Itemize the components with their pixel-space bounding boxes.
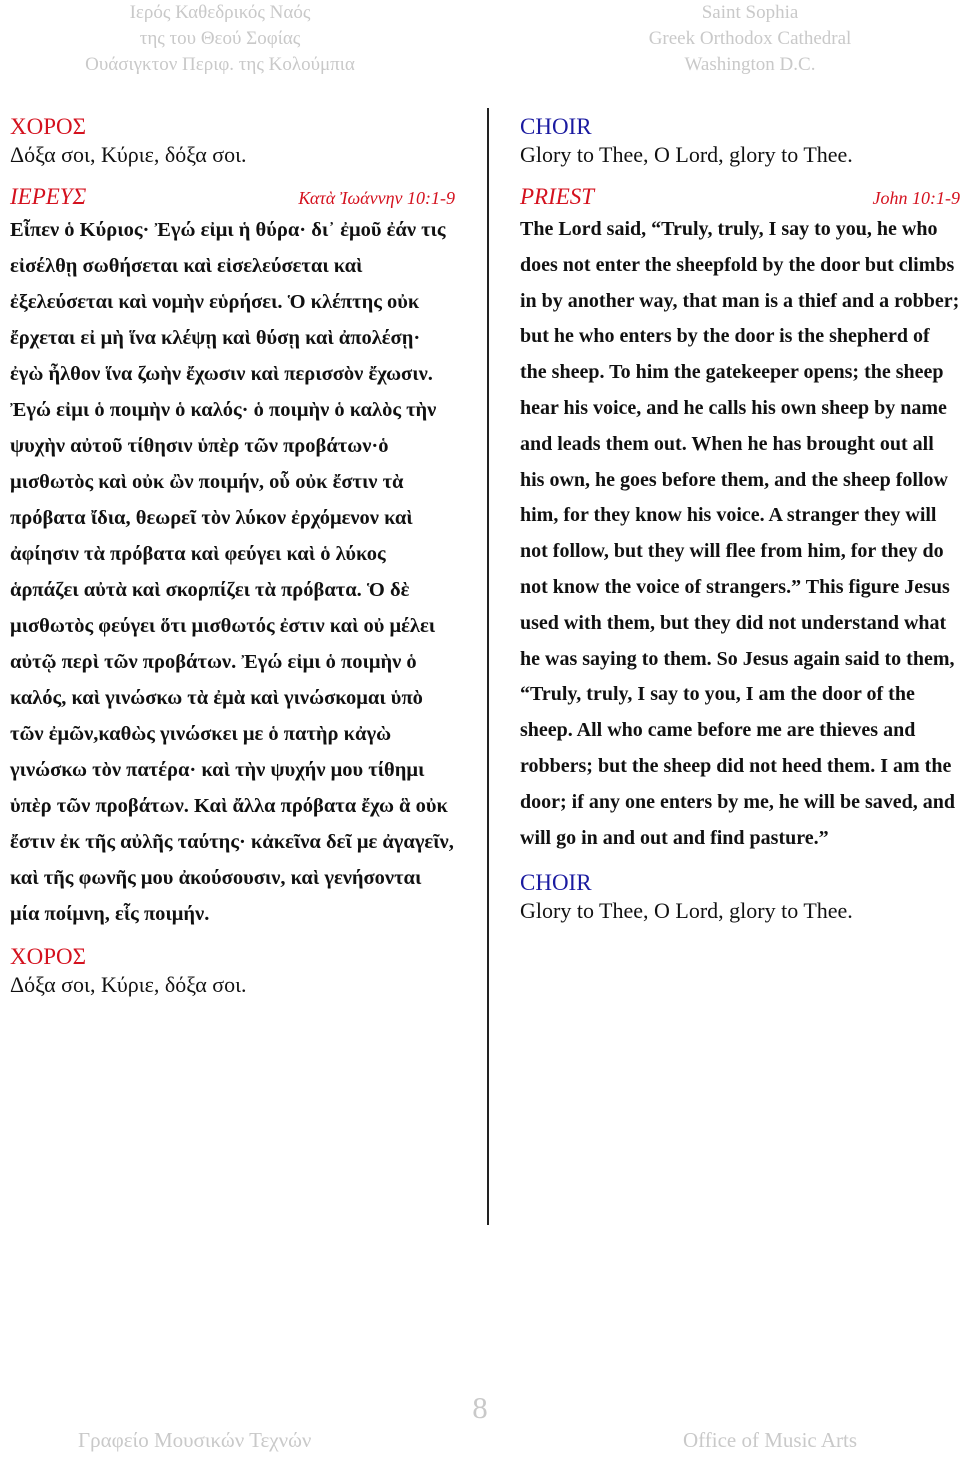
english-column <box>520 114 960 940</box>
greek-choir-response: Δόξα σοι, Κύριε, δόξα σοι. <box>10 142 247 167</box>
footer-english: Office of Music Arts <box>683 1428 857 1452</box>
english-choir-response-2: Glory to Thee, O Lord, glory to Thee. <box>520 898 853 924</box>
header-english-line3: Washington D.C. <box>684 54 816 75</box>
english-choir-role-2: CHOIR <box>520 870 592 896</box>
header-greek <box>10 0 430 78</box>
greek-choir-closing <box>10 944 455 1000</box>
english-gospel-reading: The Lord said, “Truly, truly, I say to you, he who does not enter the sheepfold by the door but climbs in by another way, that man is a thief and a robber; but he who enters by the door is the shepherd of the sheep. To him the gatekeeper opens; the sheep hear his voice, and he calls his own sheep by name and leads them out. When he has brought out all his own, he goes before them, and the sheep follow him, for they know his voice. A stranger they will not follow, but they will flee from him, for they do not know the voice of strangers.” This figure Jesus used with them, but they did not understand what he was saying to them. So Jesus again said to them, “Truly, truly, I say to you, I am the door of the sheep. All who came before me are thieves and robbers; but the sheep did not heed them. I am the door; if any one enters by me, he will be saved, and will go in and out and find pasture.” <box>520 218 960 849</box>
greek-reference: Κατὰ Ἰωάννην 10:1-9 <box>298 188 455 208</box>
header-greek-line3: Ουάσιγκτον Περιφ. της Κολούμπια <box>85 54 355 75</box>
greek-priest-row <box>10 184 455 210</box>
header-greek-line2: της του Θεού Σοφίας <box>139 28 301 49</box>
greek-priest-role: ΙΕΡΕΥΣ <box>10 184 87 209</box>
page-number: 8 <box>472 1390 488 1425</box>
greek-choir-role: ΧΟΡΟΣ <box>10 114 87 139</box>
greek-choir-response-2: Δόξα σοι, Κύριε, δόξα σοι. <box>10 972 247 997</box>
english-priest-row <box>520 184 960 210</box>
header-greek-line1: Ιερός Καθεδρικός Ναός <box>129 2 311 23</box>
english-choir-response: Glory to Thee, O Lord, glory to Thee. <box>520 142 853 167</box>
greek-gospel-reading: Εἶπεν ὁ Κύριος· Ἐγώ εἰμι ἡ θύρα· δι᾿ ἐμοῦ ἐάν τις εἰσέλθῃ σωθήσεται καὶ εἰσελεύσεται καὶ ἐξελεύσεται καὶ νομὴν εὑρήσει. Ὁ κλέπτης οὐκ ἔρχεται εἰ μὴ ἵνα κλέψῃ καὶ θύσῃ καὶ ἀπολέσῃ· ἐγὼ ἦλθον ἵνα ζωὴν ἔχωσιν καὶ περισσὸν ἔχωσιν. Ἐγώ εἰμι ὁ ποιμὴν ὁ καλός· ὁ ποιμὴν ὁ καλὸς τὴν ψυχὴν αὐτοῦ τίθησιν ὑπὲρ τῶν προβάτων·ὁ μισθωτὸς καὶ οὐκ ὢν ποιμήν, οὗ οὐκ ἔστιν τὰ πρόβατα ἴδια, θεωρεῖ τὸν λύκον ἐρχόμενον καὶ ἀφίησιν τὰ πρόβατα καὶ φεύγει καὶ ὁ λύκος ἁρπάζει αὐτὰ καὶ σκορπίζει τὰ πρόβατα. Ὁ δὲ μισθωτὸς φεύγει ὅτι μισθωτός ἐστιν καὶ οὐ μέλει αὐτῷ περὶ τῶν προβάτων. Ἐγώ εἰμι ὁ ποιμὴν ὁ καλός, καὶ γινώσκω τὰ ἐμὰ καὶ γινώσκομαι ὑπὸ τῶν ἐμῶν,καθὼς γινώσκει με ὁ πατὴρ κἀγὼ γινώσκω τὸν πατέρα· καὶ τὴν ψυχήν μου τίθημι ὑπὲρ τῶν προβάτων. Καὶ ἄλλα πρόβατα ἔχω ἃ οὐκ ἔστιν ἐκ τῆς αὐλῆς ταύτης· κἀκεῖνα δεῖ με ἀγαγεῖν, καὶ τῆς φωνῆς μου ἀκούσουσιν, καὶ γενήσονται μία ποίμνη, εἷς ποιμήν. <box>10 219 454 925</box>
english-choir-closing <box>520 870 960 926</box>
english-priest-role: PRIEST <box>520 184 595 209</box>
footer-greek: Γραφείο Μουσικών Τεχνών <box>78 1428 312 1452</box>
greek-column <box>10 114 455 1014</box>
greek-choir-role-2: ΧΟΡΟΣ <box>10 944 87 969</box>
header-english <box>540 0 960 78</box>
header-english-line2: Greek Orthodox Cathedral <box>648 28 852 49</box>
column-divider <box>487 108 489 1225</box>
english-reference: John 10:1-9 <box>872 188 960 208</box>
header-english-line1: Saint Sophia <box>701 2 799 23</box>
english-choir-role: CHOIR <box>520 114 592 139</box>
